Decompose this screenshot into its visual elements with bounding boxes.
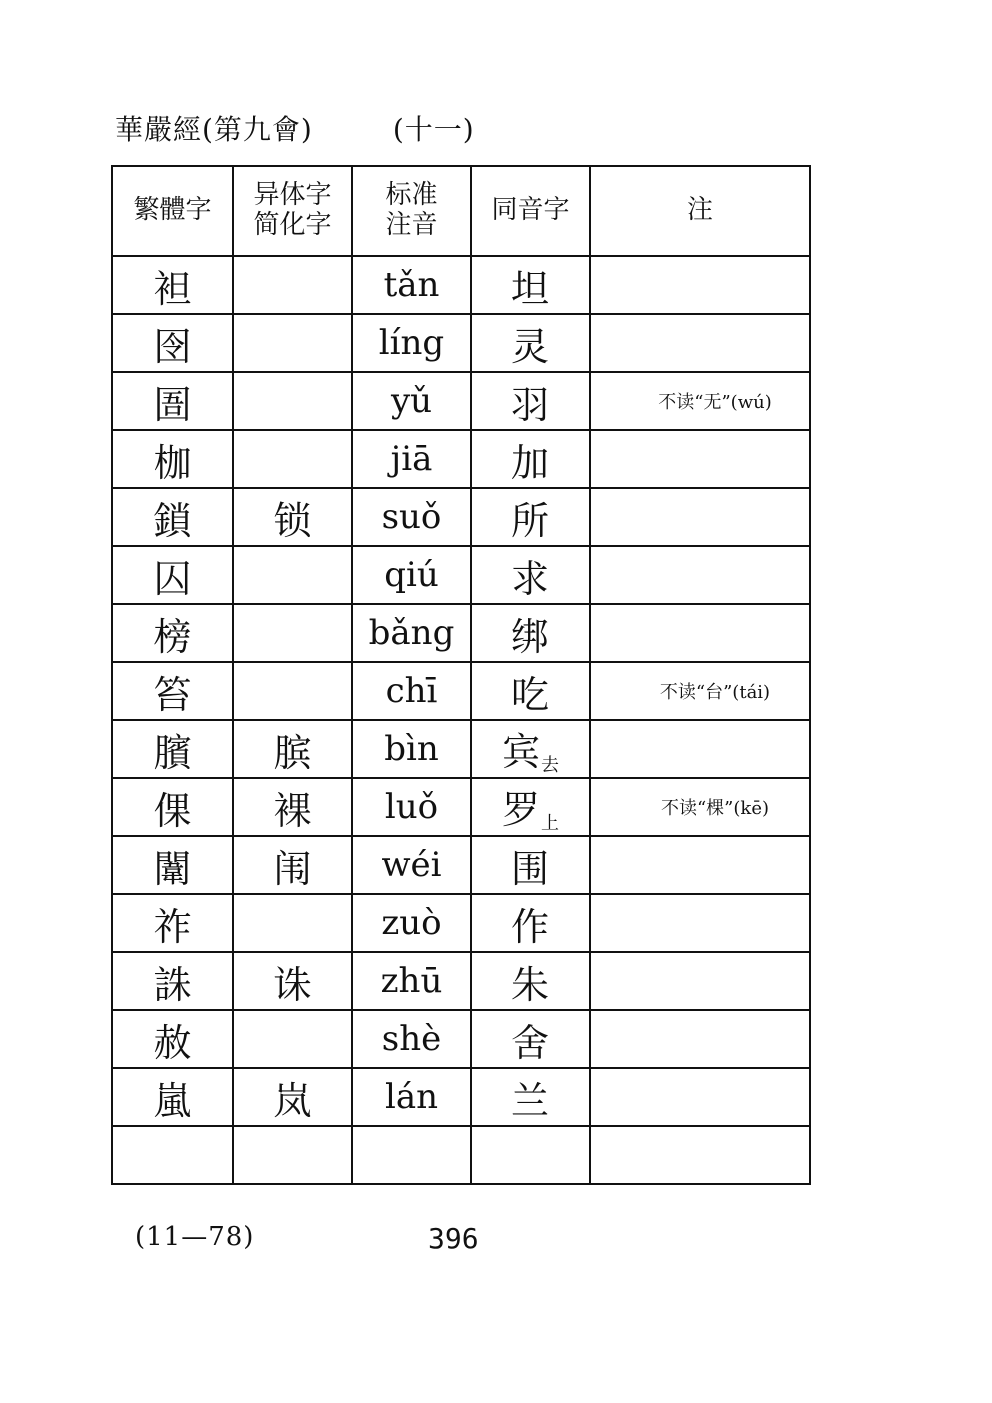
homophone-cell bbox=[471, 952, 590, 1010]
pinyin-cell-text: chī bbox=[385, 671, 438, 711]
traditional-char-cell bbox=[112, 256, 233, 314]
footer-code: (11—78) bbox=[135, 1222, 255, 1252]
homophone-cell-text: 舍 bbox=[510, 1020, 549, 1065]
homophone-cell bbox=[471, 488, 590, 546]
pinyin-cell bbox=[352, 1010, 471, 1068]
simplified-char-cell bbox=[233, 604, 352, 662]
pinyin-cell bbox=[352, 372, 471, 430]
pinyin-cell-text: jiā bbox=[390, 439, 433, 479]
table-row bbox=[112, 430, 810, 488]
homophone-cell-text: 作 bbox=[510, 904, 549, 949]
traditional-char-cell-text: 枷 bbox=[153, 440, 192, 485]
pinyin-cell-text: qiú bbox=[384, 555, 439, 595]
pinyin-cell bbox=[352, 778, 471, 836]
traditional-char-cell-text: 嵐 bbox=[153, 1078, 192, 1123]
traditional-char-cell bbox=[112, 314, 233, 372]
traditional-char-cell bbox=[112, 1068, 233, 1126]
simplified-char-cell bbox=[233, 546, 352, 604]
tone-marker: 去 bbox=[541, 755, 559, 776]
sutra-title: 華嚴經(第九會) bbox=[115, 113, 313, 146]
simplified-char-cell bbox=[233, 1126, 352, 1184]
traditional-char-cell-text: 笞 bbox=[153, 672, 192, 717]
table-row bbox=[112, 1126, 810, 1184]
pinyin-cell-text: bìn bbox=[384, 729, 439, 769]
pinyin-cell bbox=[352, 430, 471, 488]
homophone-cell bbox=[471, 720, 590, 778]
homophone-cell bbox=[471, 314, 590, 372]
traditional-char-cell bbox=[112, 778, 233, 836]
header-traditional: 繁體字 bbox=[112, 166, 233, 256]
traditional-char-cell-text: 赦 bbox=[153, 1020, 192, 1065]
simplified-char-cell-text: 锁 bbox=[273, 498, 312, 543]
simplified-char-cell bbox=[233, 952, 352, 1010]
homophone-cell bbox=[471, 430, 590, 488]
pinyin-cell bbox=[352, 1068, 471, 1126]
volume-number: (十一) bbox=[392, 113, 475, 146]
homophone-cell-text: 加 bbox=[510, 440, 549, 485]
table-row bbox=[112, 894, 810, 952]
traditional-char-cell-text: 臏 bbox=[153, 730, 192, 775]
table-row bbox=[112, 372, 810, 430]
table-row bbox=[112, 1010, 810, 1068]
simplified-char-cell bbox=[233, 894, 352, 952]
homophone-cell bbox=[471, 1068, 590, 1126]
note-cell-text: 不读“无”(wú) bbox=[658, 392, 772, 413]
pinyin-cell bbox=[352, 256, 471, 314]
traditional-char-cell bbox=[112, 952, 233, 1010]
homophone-cell bbox=[471, 546, 590, 604]
pinyin-cell bbox=[352, 488, 471, 546]
table-row bbox=[112, 314, 810, 372]
table-row bbox=[112, 1068, 810, 1126]
homophone-cell-text: 吃 bbox=[510, 672, 549, 717]
pinyin-cell bbox=[352, 836, 471, 894]
pinyin-cell-text: wéi bbox=[381, 845, 442, 885]
note-cell bbox=[590, 836, 810, 894]
homophone-cell-text: 宾 bbox=[501, 730, 540, 774]
traditional-char-cell-text: 誅 bbox=[153, 962, 192, 1007]
note-cell bbox=[590, 430, 810, 488]
note-cell bbox=[590, 488, 810, 546]
pinyin-cell-text: suǒ bbox=[381, 497, 442, 537]
traditional-char-cell bbox=[112, 488, 233, 546]
pinyin-cell bbox=[352, 1126, 471, 1184]
traditional-char-cell bbox=[112, 1126, 233, 1184]
traditional-char-cell bbox=[112, 546, 233, 604]
simplified-char-cell-text: 诛 bbox=[273, 962, 312, 1007]
note-cell-text: 不读“棵”(kē) bbox=[660, 798, 769, 819]
homophone-cell-text: 围 bbox=[510, 846, 549, 891]
traditional-char-cell bbox=[112, 836, 233, 894]
traditional-char-cell bbox=[112, 894, 233, 952]
homophone-cell-text: 朱 bbox=[510, 962, 549, 1007]
simplified-char-cell bbox=[233, 256, 352, 314]
simplified-char-cell bbox=[233, 662, 352, 720]
pinyin-cell-text: tǎn bbox=[383, 265, 440, 305]
homophone-cell-text: 兰 bbox=[510, 1078, 549, 1123]
homophone-cell-text: 绑 bbox=[510, 614, 549, 659]
pinyin-cell-text: yǔ bbox=[390, 381, 433, 421]
traditional-char-cell bbox=[112, 430, 233, 488]
table-row bbox=[112, 546, 810, 604]
note-cell bbox=[590, 1068, 810, 1126]
homophone-cell bbox=[471, 662, 590, 720]
pinyin-cell-text: líng bbox=[378, 323, 445, 363]
table-row bbox=[112, 662, 810, 720]
note-cell bbox=[590, 894, 810, 952]
simplified-char-cell bbox=[233, 372, 352, 430]
simplified-char-cell bbox=[233, 1068, 352, 1126]
table-row bbox=[112, 836, 810, 894]
note-cell bbox=[590, 1010, 810, 1068]
traditional-char-cell bbox=[112, 1010, 233, 1068]
tone-marker: 上 bbox=[541, 813, 559, 834]
homophone-cell bbox=[471, 1126, 590, 1184]
simplified-char-cell-text: 裸 bbox=[273, 788, 312, 833]
pinyin-cell-text: bǎng bbox=[368, 613, 455, 653]
homophone-cell bbox=[471, 894, 590, 952]
note-cell bbox=[590, 372, 810, 430]
pinyin-cell-text: shè bbox=[381, 1019, 442, 1059]
table-row bbox=[112, 952, 810, 1010]
traditional-char-cell-text: 囚 bbox=[153, 556, 192, 601]
simplified-char-cell-text: 闱 bbox=[273, 846, 312, 891]
note-cell bbox=[590, 662, 810, 720]
simplified-char-cell bbox=[233, 720, 352, 778]
pinyin-cell bbox=[352, 894, 471, 952]
header-variant: 异体字 简化字 bbox=[233, 166, 352, 256]
pinyin-cell-text: zuò bbox=[381, 903, 442, 943]
header-pinyin: 标准 注音 bbox=[352, 166, 471, 256]
simplified-char-cell bbox=[233, 314, 352, 372]
homophone-cell bbox=[471, 256, 590, 314]
pinyin-cell bbox=[352, 662, 471, 720]
homophone-cell-text: 求 bbox=[510, 556, 549, 601]
traditional-char-cell-text: 鎖 bbox=[153, 498, 192, 543]
homophone-cell bbox=[471, 372, 590, 430]
homophone-cell bbox=[471, 836, 590, 894]
traditional-char-cell bbox=[112, 604, 233, 662]
pinyin-cell bbox=[352, 546, 471, 604]
header-note: 注 bbox=[590, 166, 810, 256]
note-cell bbox=[590, 314, 810, 372]
homophone-cell-text: 羽 bbox=[510, 382, 549, 427]
traditional-char-cell-text: 榜 bbox=[153, 614, 192, 659]
simplified-char-cell bbox=[233, 836, 352, 894]
traditional-char-cell bbox=[112, 662, 233, 720]
pinyin-cell-text: luǒ bbox=[384, 787, 439, 827]
pinyin-cell bbox=[352, 720, 471, 778]
note-cell bbox=[590, 256, 810, 314]
simplified-char-cell bbox=[233, 1010, 352, 1068]
traditional-char-cell-text: 囹 bbox=[153, 324, 192, 369]
traditional-char-cell-text: 倮 bbox=[153, 788, 192, 833]
note-cell-text: 不读“台”(tái) bbox=[659, 682, 771, 703]
homophone-cell bbox=[471, 1010, 590, 1068]
simplified-char-cell bbox=[233, 488, 352, 546]
note-cell bbox=[590, 720, 810, 778]
simplified-char-cell-text: 岚 bbox=[273, 1078, 312, 1123]
note-cell bbox=[590, 778, 810, 836]
table-row bbox=[112, 604, 810, 662]
pronunciation-table bbox=[111, 165, 811, 1185]
traditional-char-cell-text: 祚 bbox=[153, 904, 192, 949]
note-cell bbox=[590, 546, 810, 604]
pinyin-cell-text: zhū bbox=[380, 961, 443, 1001]
traditional-char-cell-text: 闈 bbox=[153, 846, 192, 891]
traditional-char-cell-text: 袒 bbox=[153, 266, 192, 311]
table-row bbox=[112, 488, 810, 546]
table-row bbox=[112, 720, 810, 778]
pinyin-cell bbox=[352, 952, 471, 1010]
pinyin-cell bbox=[352, 604, 471, 662]
traditional-char-cell bbox=[112, 720, 233, 778]
simplified-char-cell bbox=[233, 430, 352, 488]
traditional-char-cell bbox=[112, 372, 233, 430]
homophone-cell-text: 灵 bbox=[510, 324, 549, 369]
pinyin-cell-text: lán bbox=[384, 1077, 439, 1117]
table-row bbox=[112, 256, 810, 314]
homophone-cell-text: 坦 bbox=[510, 266, 549, 311]
simplified-char-cell-text: 膑 bbox=[273, 730, 312, 775]
header-homophone: 同音字 bbox=[471, 166, 590, 256]
page-title bbox=[115, 108, 475, 148]
note-cell bbox=[590, 604, 810, 662]
traditional-char-cell-text: 圄 bbox=[153, 382, 192, 427]
homophone-cell bbox=[471, 778, 590, 836]
table-row bbox=[112, 778, 810, 836]
page-number: 396 bbox=[428, 1222, 479, 1255]
homophone-cell bbox=[471, 604, 590, 662]
pinyin-cell bbox=[352, 314, 471, 372]
table-header-row bbox=[112, 166, 810, 256]
note-cell bbox=[590, 952, 810, 1010]
homophone-cell-text: 所 bbox=[510, 498, 549, 543]
note-cell bbox=[590, 1126, 810, 1184]
homophone-cell-text: 罗 bbox=[501, 788, 540, 832]
simplified-char-cell bbox=[233, 778, 352, 836]
